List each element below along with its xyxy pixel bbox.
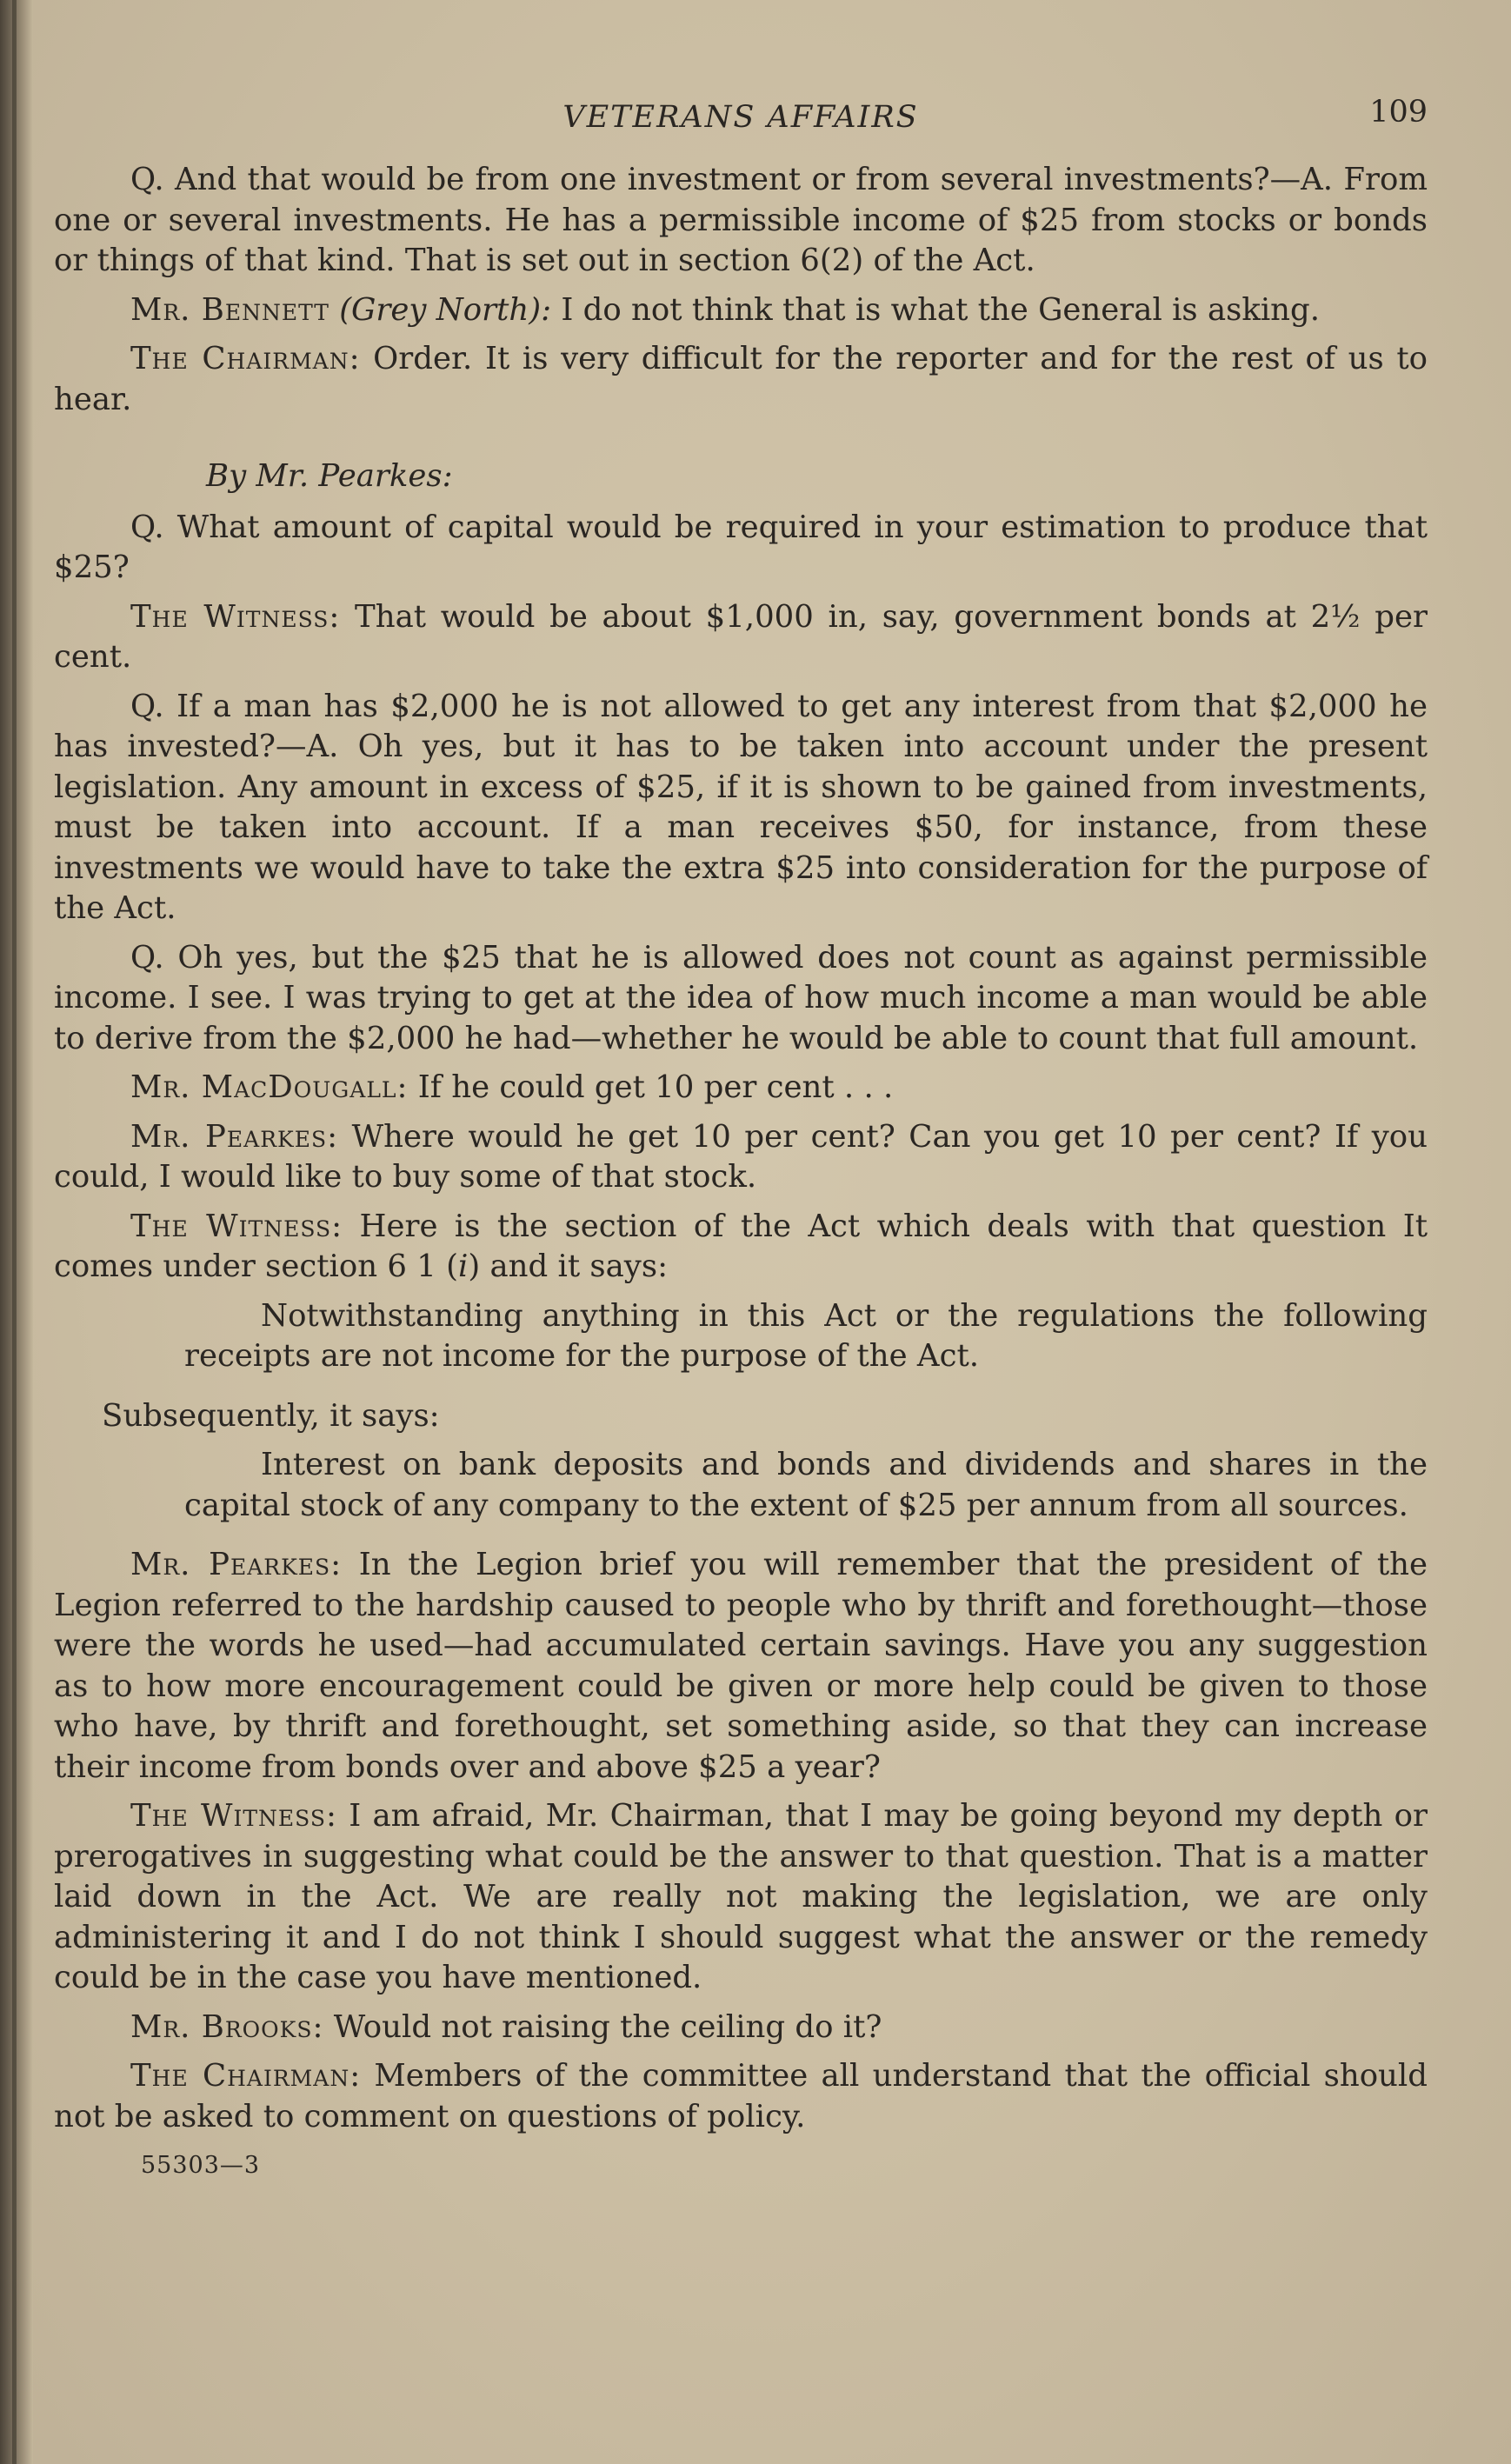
paragraph-6: Q. If a man has $2,000 he is not allowed to get any interest from that $2,000 he has invested?—A. Oh yes, but it has to be taken into account under the present legislation. Any amount in excess of $25, if it is shown to be gained from investments, must be taken into account. If a man receives $50, for instance, from these investments we would have to take the extra $25 into consideration for the purpose of the Act.	[54, 688, 1428, 926]
running-title: VETERANS AFFAIRS	[562, 100, 919, 135]
page-number: 109	[1369, 95, 1428, 130]
printer-signature: 55303—3	[141, 2152, 261, 2179]
block-quote-1: Notwithstanding anything in this Act or the regulations the following receipts are not income for the purpose of the Act.	[184, 1297, 1428, 1374]
speaker-qualifier: (Grey North):	[339, 291, 552, 328]
paragraph-10-text-b: ) and it says:	[468, 1249, 669, 1284]
speaker-witness: The Witness:	[130, 598, 341, 635]
paragraph-11	[54, 1545, 1428, 1788]
paragraph-10-text-a: Here is the section of the Act which deals with that question It comes under section 6 1 (	[54, 1208, 1428, 1284]
speaker-witness: The Witness:	[130, 1798, 337, 1834]
paragraph-5	[54, 597, 1428, 678]
paragraph-9	[54, 1117, 1428, 1198]
paragraph-4: Q. What amount of capital would be required in your estimation to produce that $25?	[54, 509, 1428, 585]
binding-line	[12, 0, 17, 2464]
speaker-witness: The Witness:	[130, 1208, 343, 1244]
paragraph-3-text: Order. It is very difficult for the reporter and for the rest of us to hear.	[54, 341, 1428, 417]
section-italic: i	[457, 1249, 469, 1284]
paragraph-13	[54, 2008, 1428, 2048]
paragraph-8-text: If he could get 10 per cent . . .	[408, 1069, 894, 1105]
page-content	[54, 87, 1428, 2187]
speaker-chairman: The Chairman:	[130, 2058, 362, 2094]
paragraph-14-text: Members of the committee all understand that the official should not be asked to comment on questions of policy.	[54, 2058, 1428, 2134]
paragraph-8	[54, 1068, 1428, 1109]
paragraph-10	[54, 1207, 1428, 1288]
speaker-macdougall: Mr. MacDougall:	[130, 1069, 409, 1105]
byline: By Mr. Pearkes:	[206, 458, 453, 494]
speaker-chairman: The Chairman:	[130, 341, 361, 376]
paragraph-9-text: Where would he get 10 per cent? Can you get 10 per cent? If you could, I would like to buy some of that stock.	[54, 1118, 1428, 1195]
paragraph-13-text: Would not raising the ceiling do it?	[323, 2008, 882, 2045]
paragraph-14	[54, 2056, 1428, 2137]
paragraph-2-text: I do not think that is what the General is asking.	[551, 291, 1321, 328]
book-spine-shadow	[0, 0, 33, 2464]
paragraph-2	[54, 290, 1428, 331]
paragraph-12	[54, 1796, 1428, 1999]
speaker-pearkes: Mr. Pearkes:	[130, 1118, 339, 1155]
paragraph-1: Q. And that would be from one investment or from several investments?—A. From one or several investments. He has a permissible income of $25 from stocks or bonds or things of that kind. That is set out in section 6(2) of the Act.	[54, 162, 1428, 278]
speaker-pearkes: Mr. Pearkes:	[130, 1547, 343, 1582]
block-quote-2: Interest on bank deposits and bonds and dividends and shares in the capital stock of any company to the extent of $25 per annum from all sources.	[184, 1447, 1428, 1523]
paragraph-7: Q. Oh yes, but the $25 that he is allowed does not count as against permissible income. I see. I was trying to get at the idea of how much income a man would be able to derive from the $2,000 he had—whether he would be able to count that full amount.	[54, 939, 1428, 1056]
subsequently-line: Subsequently, it says:	[102, 1397, 440, 1434]
paragraph-3	[54, 339, 1428, 420]
paragraph-11-text: In the Legion brief you will remember that the president of the Legion referred to the hardship caused to people who by thrift and forethought—those were the words he used—had accumulated certain savings. Have you any suggestion as to how more encouragement could be given or more help could be given to those who have, by thrift and forethought, set something aside, so that they can increase their income from bonds over and above $25 a year?	[54, 1547, 1428, 1785]
speaker-bennett: Mr. Bennett	[130, 291, 329, 328]
running-header	[54, 87, 1428, 139]
paragraph-5-text: That would be about $1,000 in, say, government bonds at 2½ per cent.	[54, 598, 1428, 675]
paragraph-12-text: I am afraid, Mr. Chairman, that I may be going beyond my depth or prerogatives in suggesting what could be the answer to that question. That is a matter laid down in the Act. We are really not making the legislation, we are only administering it and I do not think I should suggest what the answer or the remedy could be in the case you have mentioned.	[54, 1798, 1428, 1995]
speaker-brooks: Mr. Brooks:	[130, 2008, 324, 2045]
